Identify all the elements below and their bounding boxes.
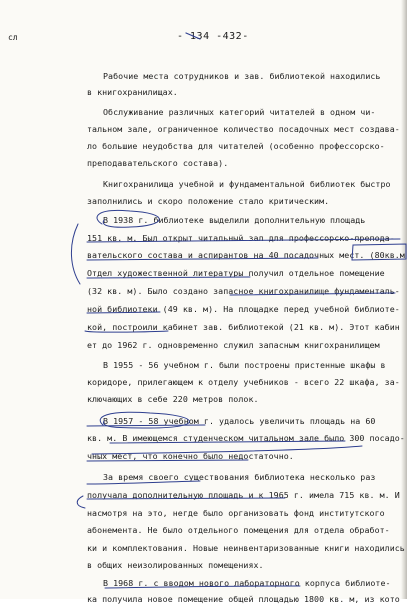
page-number: - 134 -432- — [177, 31, 249, 42]
text-line: кв. м. В имеющемся студенческом читальном зале было 300 посадо- — [87, 433, 405, 443]
text-line: абонемента. Не было отдельного помещения для отдела обработ- — [87, 525, 390, 535]
text-line: 151 кв. м. Был открыт читальный зал для профессорско-препода- — [87, 233, 395, 243]
text-line: в общих неизолированных помещениях. — [87, 560, 264, 570]
text-line: Книгохранилища учебной и фундаментальной библиотек быстро — [103, 179, 391, 189]
text-line: заполнились и скоро положение стало критическим. — [87, 196, 330, 206]
text-line: ка получила новое помещение общей площадью 1800 кв. м, из кото — [87, 594, 400, 604]
text-line: За время своего существования библиотека несколько раз — [103, 472, 376, 482]
text-line: Рабочие места сотрудников и зав. библиотекой находились — [103, 71, 381, 81]
text-line: чных мест, что конечно было недостаточно. — [87, 451, 294, 461]
text-line: ло большие неудобства для читателей (особенно профессорско- — [87, 141, 385, 151]
text-line: ной библиотеки (49 кв. м). На площадке перед учебной библиоте- — [87, 304, 400, 314]
text-line: ключающих в себе 220 метров полок. — [87, 394, 259, 404]
corner-mark: сл — [8, 33, 18, 42]
text-line: В 1955 - 56 учебном г. были построены пристенные шкафы в — [103, 360, 386, 370]
text-line: получала дополнительную площадь и к 1965 г. имела 715 кв. м. И — [87, 490, 400, 500]
text-line: кой, построили кабинет зав. библиотекой (21 кв. м). Этот кабин — [87, 322, 400, 332]
text-line: вательского состава и аспирантов на 40 посадочных мест. (80кв.м — [87, 250, 405, 260]
text-line: Обслуживание различных категорий читателей в одном чи- — [103, 107, 376, 117]
text-line: ет до 1962 г. одновременно служил запасным книгохранилищем — [87, 340, 380, 350]
text-line: В 1968 г. с вводом нового лабораторного корпуса библиоте- — [103, 578, 391, 588]
text-line: насмотря на это, негде было организовать фонд институтского — [87, 508, 385, 518]
text-line: коридоре, прилегающем к отделу учебников - всего 22 шкафа, за- — [87, 377, 400, 387]
text-line: Отдел художественной литературы получил отдельное помещение — [87, 268, 385, 278]
text-line: тальном зале, ограниченное количество посадочных мест создава- — [87, 124, 400, 134]
text-line: ки и комплектования. Новые неинвентаризованные книги находились — [87, 543, 405, 553]
text-line: в книгохранилищах. — [87, 87, 178, 97]
text-line: преподавательского состава). — [87, 158, 229, 168]
text-line: (32 кв. м). Было создано запасное книгохранилище фундаменталь- — [87, 286, 400, 296]
text-line: В 1957 - 58 учебном г. удалось увеличить площадь на 60 — [103, 416, 376, 426]
text-line: В 1938 г. библиотеке выделили дополнительную площадь — [103, 215, 366, 225]
